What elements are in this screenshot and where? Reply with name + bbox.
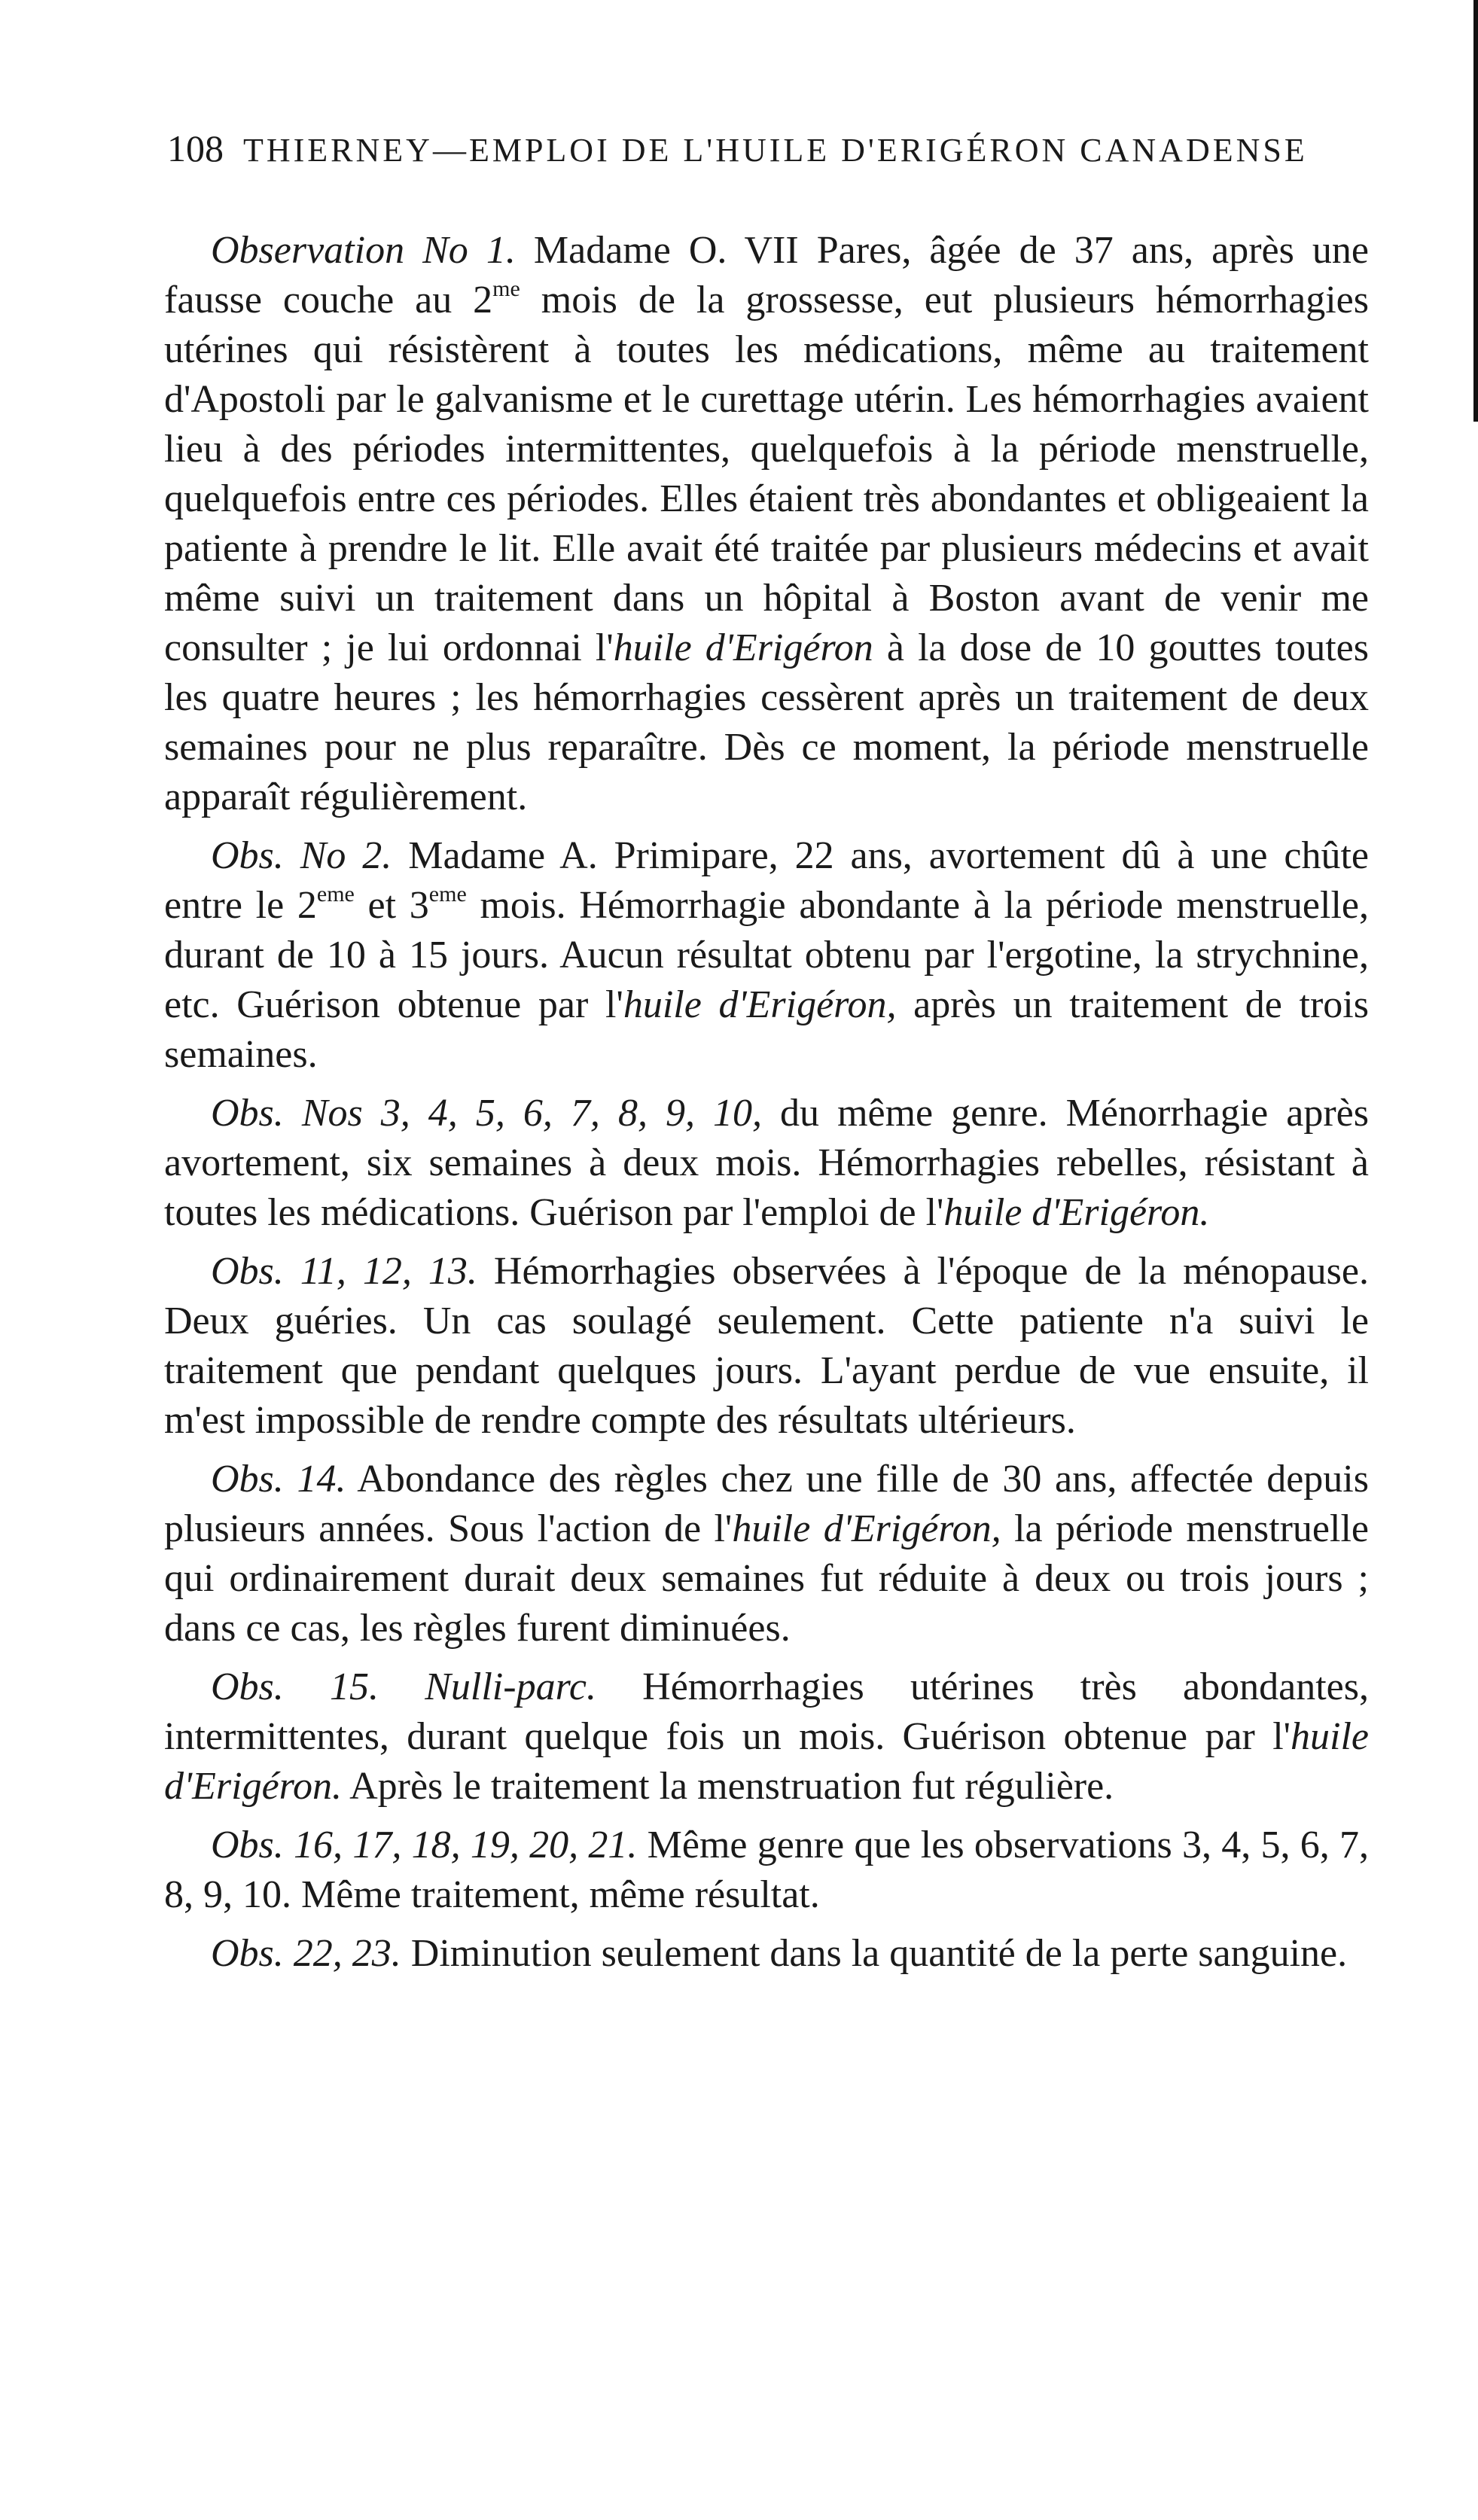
observation-text: Madame A. Primipare, 22 ans, avortement dû à une chûte entre le 2 [164, 834, 1369, 927]
observation-text: Diminution seulement dans la quantité de la perte sanguine. [401, 1932, 1348, 1975]
observation-label: Obs. 15. Nulli-parc. [211, 1665, 596, 1708]
observation-text: du même genre. Ménorrhagie après avortement, six semaines à deux mois. Hémorrhagies rebelles, résistant à toutes les médications. Guérison par l'emploi de l' [164, 1092, 1369, 1234]
observation-16-21 [164, 1821, 1369, 1920]
running-title: THIERNEY—EMPLOI DE L'HUILE D'ERIGÉRON CANADENSE [243, 132, 1308, 169]
page-edge-shadow [1473, 0, 1478, 422]
observation-text: Hémorrhagies utérines très abondantes, intermittentes, durant quelque fois un mois. Guérison obtenue par l' [164, 1665, 1369, 1758]
observation-text: mois. Hémorrhagie abondante à la période menstruelle, durant de 10 à 15 jours. Aucun résultat obtenu par l'ergotine, la strychnine, etc. Guérison obtenue par l' [164, 884, 1369, 1026]
remedy-name: huile d'Erigéron, [732, 1507, 1001, 1550]
remedy-name: huile d'Erigéron, [623, 983, 897, 1026]
observation-label: Obs. No 2. [211, 834, 392, 877]
observation-1 [164, 226, 1369, 822]
observation-11-13 [164, 1247, 1369, 1446]
ordinal-superscript: eme [316, 882, 355, 907]
observation-label: Obs. 14. [211, 1458, 346, 1501]
remedy-name: huile d'Erigéron. [164, 1715, 1369, 1808]
observation-text: à la dose de 10 gouttes toutes les quatre heures ; les hémorrhagies cessèrent après un traitement de deux semaines pour ne plus reparaître. Dès ce moment, la période menstruelle apparaît régulièrement. [164, 626, 1369, 818]
body-text [164, 226, 1369, 1979]
running-head [167, 126, 1387, 170]
observation-label: Obs. 16, 17, 18, 19, 20, 21. [211, 1824, 638, 1866]
observation-label: Obs. 22, 23. [211, 1932, 401, 1975]
observation-2 [164, 831, 1369, 1080]
observation-label: Observation No 1. [211, 229, 516, 272]
observation-label: Obs. 11, 12, 13. [211, 1250, 477, 1293]
observation-text: et 3 [354, 884, 429, 927]
observation-text: après un traitement de trois semaines. [164, 983, 1369, 1076]
observation-text: la période menstruelle qui ordinairement durait deux semaines fut réduite à deux ou trois jours ; dans ce cas, les règles furent diminuées. [164, 1507, 1369, 1650]
observation-text: mois de la grossesse, eut plusieurs hémorrhagies utérines qui résistèrent à toutes les médications, même au traitement d'Apostoli par le galvanisme et le curettage utérin. Les hémorrhagies avaient lieu à des périodes intermittentes, quelquefois à la période menstruelle, quelquefois entre ces périodes. Elles étaient très abondantes et obligeaient la patiente à prendre le lit. Elle avait été traitée par plusieurs médecins et avait même suivi un traitement dans un hôpital à Boston avant de venir me consulter ; je lui ordonnai l' [164, 279, 1369, 669]
remedy-name: huile d'Erigéron. [943, 1191, 1210, 1234]
observation-text: Hémorrhagies observées à l'époque de la ménopause. Deux guéries. Un cas soulagé seulement. Cette patiente n'a suivi le traitement que pendant quelques jours. L'ayant perdue de vue ensuite, il m'est impossible de rendre compte des résultats ultérieurs. [164, 1250, 1369, 1442]
ordinal-superscript: me [492, 276, 520, 301]
observation-22-23 [164, 1929, 1369, 1979]
remedy-name: huile d'Erigéron [613, 626, 873, 669]
observation-text: Après le traitement la menstruation fut régulière. [341, 1765, 1114, 1808]
observation-15 [164, 1662, 1369, 1812]
observation-text: Madame O. VII Pares, âgée de 37 ans, après une fausse couche au 2 [164, 229, 1369, 321]
observation-text: Même genre que les observations 3, 4, 5, 6, 7, 8, 9, 10. Même traitement, même résultat. [164, 1824, 1369, 1916]
page-number: 108 [167, 127, 224, 169]
observation-3-10 [164, 1089, 1369, 1238]
ordinal-superscript: eme [428, 882, 467, 907]
observation-text: Abondance des règles chez une fille de 30 ans, affectée depuis plusieurs années. Sous l'action de l' [164, 1458, 1369, 1550]
observation-14 [164, 1455, 1369, 1653]
observation-label: Obs. Nos 3, 4, 5, 6, 7, 8, 9, 10, [211, 1092, 763, 1135]
